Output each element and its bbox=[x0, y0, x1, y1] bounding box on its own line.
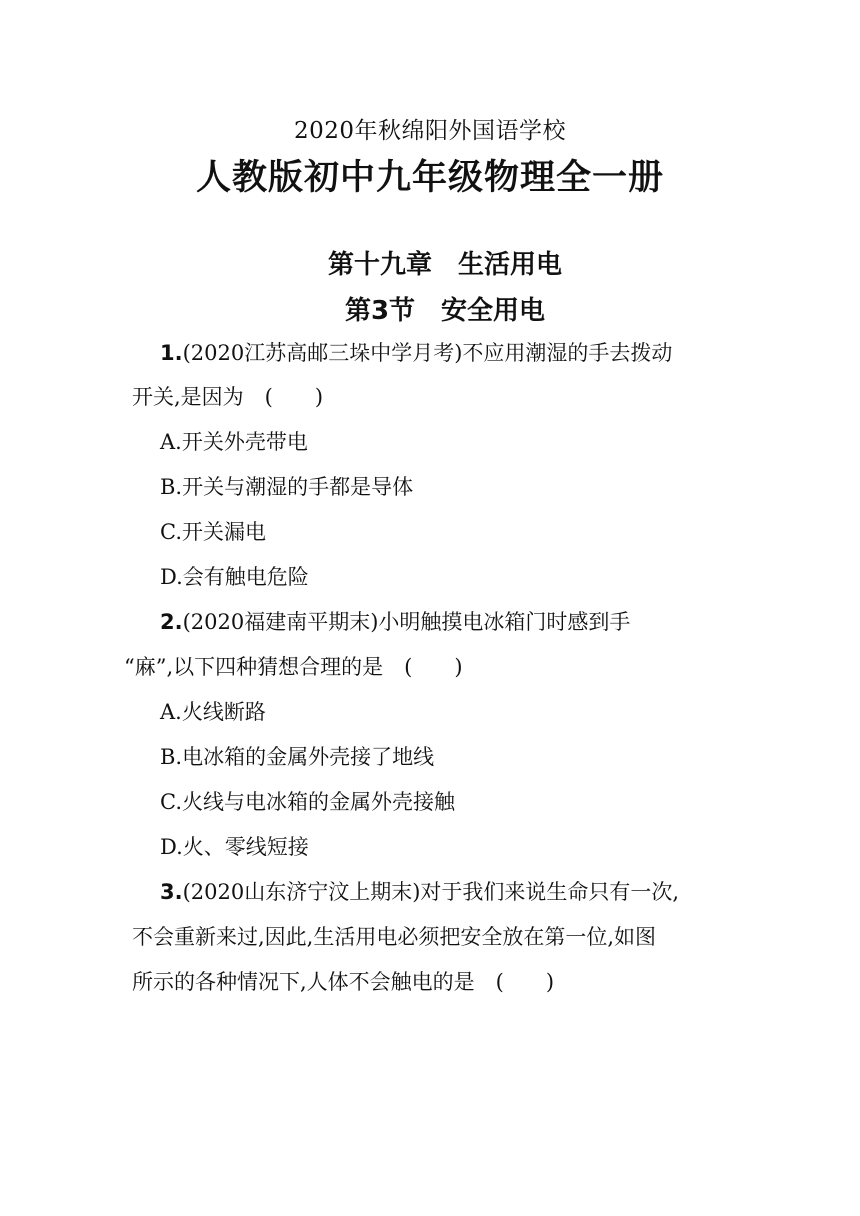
chapter-title: 第十九章 生活用电 bbox=[327, 250, 562, 280]
question-1-option-b: B.开关与潮湿的手都是导体 bbox=[160, 475, 414, 499]
question-stem: (2020福建南平期末)小明触摸电冰箱门时感到手 bbox=[182, 610, 631, 634]
question-3-line-3: 所示的各种情况下,人体不会触电的是 ( ) bbox=[132, 970, 555, 994]
question-2-option-c: C.火线与电冰箱的金属外壳接触 bbox=[160, 790, 455, 814]
question-stem: (2020山东济宁汶上期末)对于我们来说生命只有一次, bbox=[182, 880, 680, 904]
section-title: 第3节 安全用电 bbox=[344, 296, 546, 326]
question-number: 3. bbox=[160, 880, 183, 904]
question-number: 1. bbox=[160, 341, 183, 365]
question-1-option-d: D.会有触电危险 bbox=[160, 565, 309, 589]
book-title: 人教版初中九年级物理全一册 bbox=[195, 158, 664, 198]
question-2-option-a: A.火线断路 bbox=[160, 700, 266, 724]
question-2-option-b: B.电冰箱的金属外壳接了地线 bbox=[160, 745, 435, 769]
question-3-line-2: 不会重新来过,因此,生活用电必须把安全放在第一位,如图 bbox=[132, 925, 657, 949]
question-2-line-1 bbox=[160, 612, 630, 633]
question-number: 2. bbox=[160, 610, 183, 634]
question-2-option-d: D.火、零线短接 bbox=[160, 835, 309, 859]
question-3-line-1 bbox=[160, 882, 679, 903]
question-stem: (2020江苏高邮三垛中学月考)不应用潮湿的手去拨动 bbox=[182, 341, 673, 365]
question-1-option-c: C.开关漏电 bbox=[160, 520, 266, 544]
question-2-line-2: “麻”,以下四种猜想合理的是 ( ) bbox=[124, 655, 463, 679]
question-1-line-1 bbox=[160, 343, 672, 364]
question-1-option-a: A.开关外壳带电 bbox=[160, 430, 308, 454]
school-title: 2020年秋绵阳外国语学校 bbox=[293, 118, 567, 144]
question-1-line-2: 开关,是因为 ( ) bbox=[132, 385, 324, 409]
